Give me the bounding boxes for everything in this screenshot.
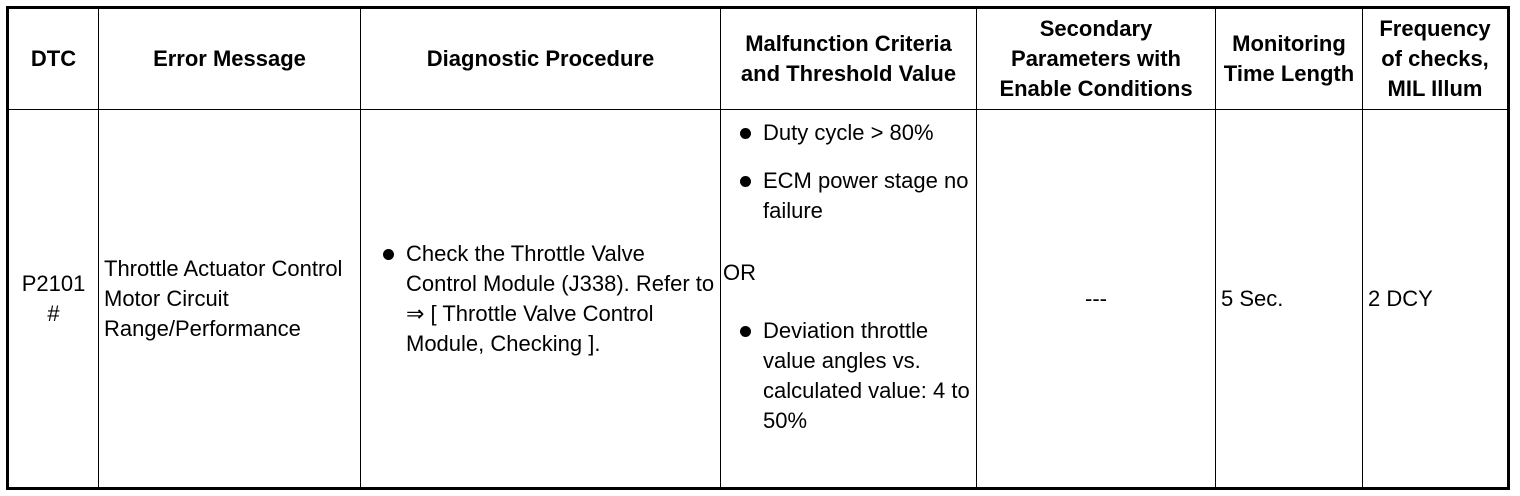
table-row (8, 110, 1509, 489)
monitoring-time-cell: 5 Sec. (1216, 110, 1363, 489)
bullet-icon (740, 176, 751, 187)
criteria-text: Deviation throttle value angles vs. calculated value: 4 to 50% (763, 318, 970, 433)
dtc-table (6, 6, 1510, 490)
secondary-parameters-cell: --- (977, 110, 1216, 489)
header-row (8, 8, 1509, 110)
header-malfunction-criteria: Malfunction Criteria and Threshold Value (721, 8, 977, 110)
bullet-icon (740, 326, 751, 337)
procedure-text: Check the Throttle Valve Control Module (J338). Refer to ⇒ [ Throttle Valve Control Module, Checking ]. (406, 240, 715, 356)
error-message-cell: Throttle Actuator Control Motor Circuit Range/Performance (99, 110, 361, 489)
procedure-item (366, 239, 715, 359)
dtc-cell (8, 110, 99, 489)
header-dtc: DTC (8, 8, 99, 110)
header-error-message: Error Message (99, 8, 361, 110)
bullet-icon (383, 249, 394, 260)
dtc-code: P2101 (21, 270, 86, 296)
frequency-cell: 2 DCY (1363, 110, 1509, 489)
header-secondary-parameters: Secondary Parameters with Enable Conditions (977, 8, 1216, 110)
header-frequency: Frequency of checks, MIL Illum (1363, 8, 1509, 110)
dtc-mark: # (47, 300, 60, 326)
criteria-text: ECM power stage no failure (763, 168, 969, 223)
criteria-item (723, 316, 974, 436)
diagnostic-procedure-cell (361, 110, 721, 489)
header-diagnostic-procedure: Diagnostic Procedure (361, 8, 721, 110)
criteria-text: Duty cycle > 80% (763, 120, 934, 145)
header-monitoring-time: Monitoring Time Length (1216, 8, 1363, 110)
criteria-item (723, 118, 974, 148)
malfunction-criteria-cell (721, 110, 977, 489)
criteria-or-separator: OR (723, 260, 756, 285)
bullet-icon (740, 128, 751, 139)
criteria-item (723, 166, 974, 226)
